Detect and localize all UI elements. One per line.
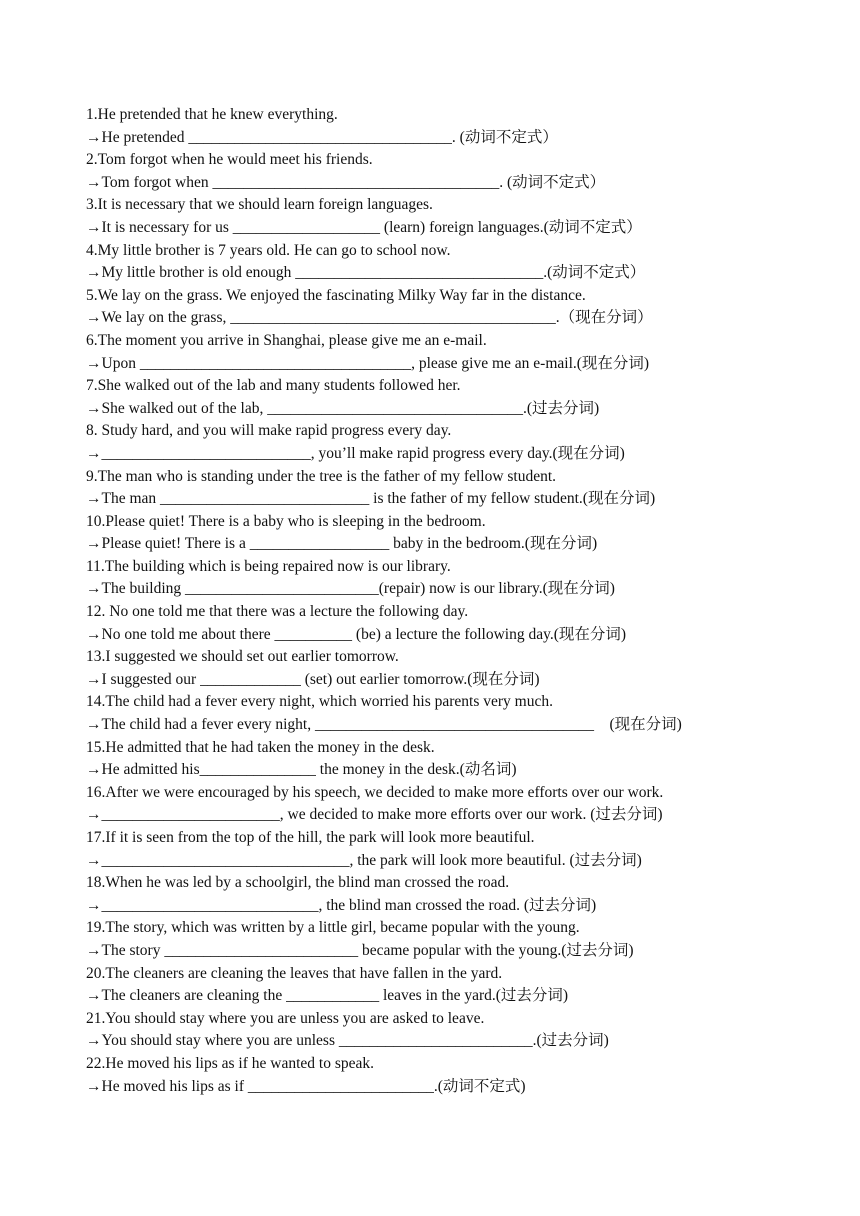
exercise-sentence: 17.If it is seen from the top of the hill, the park will look more beautiful. <box>86 829 535 846</box>
rewrite-prompt: →________________________________, the park will look more beautiful. (过去分词) <box>86 851 642 869</box>
rewrite-prompt: →____________________________, the blind man crossed the road. (过去分词) <box>86 896 597 914</box>
exercise-sheet <box>86 104 766 1098</box>
rewrite-prompt: →He moved his lips as if ________________________.(动词不定式) <box>86 1077 526 1095</box>
exercise-sentence: 3.It is necessary that we should learn foreign languages. <box>86 196 433 214</box>
exercise-sentence: 13.I suggested we should set out earlier tomorrow. <box>86 648 399 666</box>
rewrite-prompt: →She walked out of the lab, _________________________________.(过去分词) <box>86 399 600 417</box>
exercise-sentence: 14.The child had a fever every night, which worried his parents very much. <box>86 693 553 711</box>
exercise-sentence: 20.The cleaners are cleaning the leaves that have fallen in the yard. <box>86 964 503 982</box>
exercise-sentence: 21.You should stay where you are unless you are asked to leave. <box>86 1009 485 1027</box>
rewrite-prompt: →It is necessary for us ___________________ (learn) foreign languages.(动词不定式） <box>86 218 642 236</box>
exercise-sentence: 12. No one told me that there was a lecture the following day. <box>86 603 469 621</box>
exercise-sentence: 19.The story, which was written by a little girl, became popular with the young. <box>86 919 580 937</box>
rewrite-prompt: →The man ___________________________ is the father of my fellow student.(现在分词) <box>86 490 656 508</box>
rewrite-prompt: →The building _________________________(repair) now is our library.(现在分词) <box>86 580 615 598</box>
rewrite-prompt: →He pretended __________________________________. (动词不定式） <box>86 128 558 146</box>
exercise-sentence: 18.When he was led by a schoolgirl, the blind man crossed the road. <box>86 874 510 892</box>
rewrite-prompt: →___________________________, you’ll make rapid progress every day.(现在分词) <box>86 444 625 462</box>
rewrite-prompt: →_______________________, we decided to make more efforts over our work. (过去分词) <box>86 806 663 824</box>
exercise-sentence: 6.The moment you arrive in Shanghai, please give me an e-mail. <box>86 331 487 349</box>
exercise-sentence: 1.He pretended that he knew everything. <box>86 106 338 123</box>
rewrite-prompt: →The cleaners are cleaning the ____________ leaves in the yard.(过去分词) <box>86 987 569 1005</box>
rewrite-prompt: →You should stay where you are unless _________________________.(过去分词) <box>86 1032 609 1050</box>
exercise-sentence: 15.He admitted that he had taken the money in the desk. <box>86 738 435 756</box>
rewrite-prompt: →No one told me about there __________ (be) a lecture the following day.(现在分词) <box>86 625 627 643</box>
exercise-sentence: 22.He moved his lips as if he wanted to speak. <box>86 1054 374 1072</box>
rewrite-prompt: →Please quiet! There is a __________________ baby in the bedroom.(现在分词) <box>86 535 598 553</box>
exercise-sentence: 5.We lay on the grass. We enjoyed the fascinating Milky Way far in the distance. <box>86 286 586 304</box>
exercise-sentence: 11.The building which is being repaired now is our library. <box>86 557 451 575</box>
exercise-sentence: 16.After we were encouraged by his speech, we decided to make more efforts over our work. <box>86 783 664 801</box>
rewrite-prompt: →We lay on the grass, __________________________________________.（现在分词） <box>86 309 653 327</box>
exercise-sentence: 10.Please quiet! There is a baby who is sleeping in the bedroom. <box>86 512 486 530</box>
exercise-sentence: 4.My little brother is 7 years old. He can go to school now. <box>86 241 451 259</box>
rewrite-prompt: →The story _________________________ became popular with the young.(过去分词) <box>86 941 634 959</box>
rewrite-prompt: →Upon ___________________________________, please give me an e-mail.(现在分词) <box>86 354 650 372</box>
rewrite-prompt: →Tom forgot when _____________________________________. (动词不定式） <box>86 173 606 191</box>
rewrite-prompt: →The child had a fever every night, ____________________________________ (现在分词) <box>86 716 682 734</box>
rewrite-prompt: →I suggested our _____________ (set) out earlier tomorrow.(现在分词) <box>86 670 540 688</box>
exercise-sentence: 7.She walked out of the lab and many students followed her. <box>86 377 461 395</box>
rewrite-prompt: →He admitted his_______________ the money in the desk.(动名词) <box>86 761 517 779</box>
rewrite-prompt: →My little brother is old enough ________________________________.(动词不定式） <box>86 264 646 282</box>
exercise-sentence: 2.Tom forgot when he would meet his friends. <box>86 151 373 169</box>
exercise-sentence: 9.The man who is standing under the tree is the father of my fellow student. <box>86 467 557 485</box>
exercise-sentence: 8. Study hard, and you will make rapid progress every day. <box>86 422 452 440</box>
